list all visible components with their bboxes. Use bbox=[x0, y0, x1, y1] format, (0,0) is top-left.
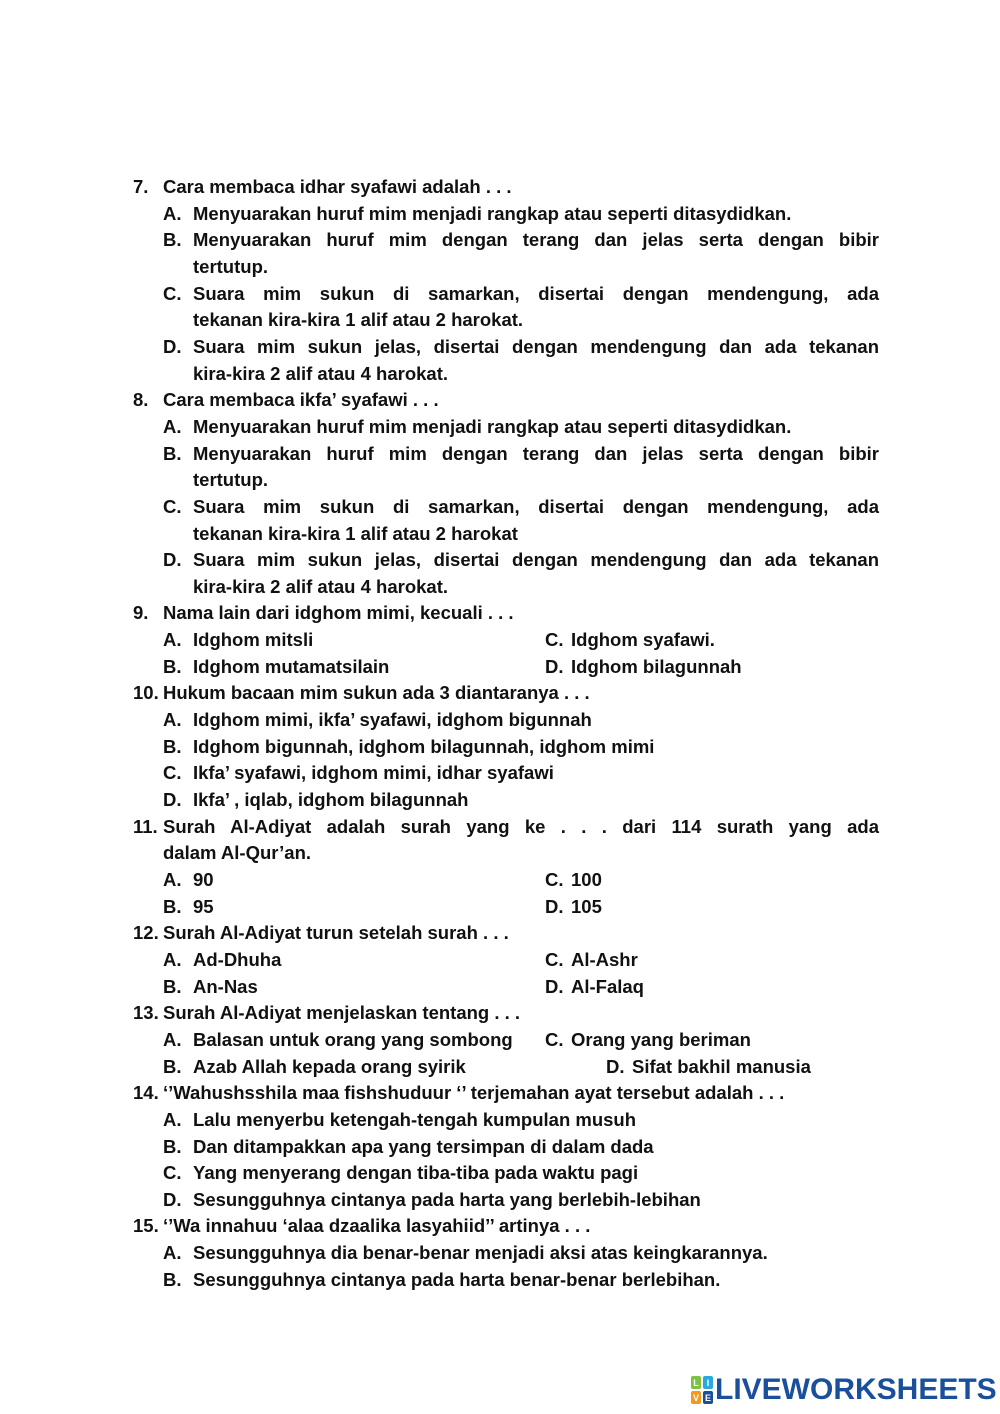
question-number: 13. bbox=[133, 1002, 159, 1023]
option-text: Idghom mitsli bbox=[193, 629, 314, 650]
option-text: Menyuarakan huruf mim dengan terang dan jelas serta dengan bibir bbox=[193, 229, 879, 250]
option-text: Idghom mimi, ikfa’ syafawi, idghom bigunnah bbox=[193, 709, 592, 730]
option-text: kira-kira 2 alif atau 4 harokat. bbox=[193, 363, 449, 384]
option-letter: D. bbox=[163, 789, 182, 810]
option-letter: B. bbox=[163, 896, 182, 917]
option-letter: A. bbox=[163, 629, 182, 650]
option-text: Azab Allah kepada orang syirik bbox=[193, 1056, 466, 1077]
option-letter: B. bbox=[163, 1136, 182, 1157]
question-text: Nama lain dari idghom mimi, kecuali . . . bbox=[163, 602, 514, 623]
question-number: 8. bbox=[133, 389, 149, 410]
option-letter: C. bbox=[163, 496, 182, 517]
option-letter: A. bbox=[163, 1109, 182, 1130]
option-text: An-Nas bbox=[193, 976, 258, 997]
option-letter: D. bbox=[545, 896, 564, 917]
liveworksheets-mark-icon bbox=[691, 1375, 713, 1405]
option-text: Idghom bigunnah, idghom bilagunnah, idghom mimi bbox=[193, 736, 655, 757]
question-text: ‘’Wa innahuu ‘alaa dzaalika lasyahiid’’ artinya . . . bbox=[163, 1215, 591, 1236]
question-number: 15. bbox=[133, 1215, 159, 1236]
option-letter: C. bbox=[163, 283, 182, 304]
option-letter: C. bbox=[545, 869, 564, 890]
option-letter: A. bbox=[163, 1242, 182, 1263]
option-letter: B. bbox=[163, 1269, 182, 1290]
option-letter: C. bbox=[545, 629, 564, 650]
option-text: Suara mim sukun jelas, disertai dengan mendengung dan ada tekanan bbox=[193, 336, 879, 357]
question-text: Cara membaca idhar syafawi adalah . . . bbox=[163, 176, 512, 197]
option-text: Ikfa’ syafawi, idghom mimi, idhar syafawi bbox=[193, 762, 554, 783]
option-letter: A. bbox=[163, 709, 182, 730]
question-text: dalam Al-Qur’an. bbox=[163, 842, 312, 863]
question-number: 11. bbox=[133, 816, 158, 837]
option-text: 90 bbox=[193, 869, 214, 890]
question-text: Hukum bacaan mim sukun ada 3 diantaranya . . . bbox=[163, 682, 590, 703]
option-letter: D. bbox=[163, 549, 182, 570]
option-text: Lalu menyerbu ketengah-tengah kumpulan musuh bbox=[193, 1109, 637, 1130]
option-text: Menyuarakan huruf mim menjadi rangkap atau seperti ditasydidkan. bbox=[193, 416, 792, 437]
option-text: Balasan untuk orang yang sombong bbox=[193, 1029, 513, 1050]
option-letter: A. bbox=[163, 203, 182, 224]
svg-text:L: L bbox=[693, 1378, 699, 1388]
option-letter: A. bbox=[163, 416, 182, 437]
option-letter: B. bbox=[163, 1056, 182, 1077]
option-text: Suara mim sukun di samarkan, disertai dengan mendengung, ada bbox=[193, 496, 879, 517]
option-letter: A. bbox=[163, 869, 182, 890]
option-text: Suara mim sukun di samarkan, disertai dengan mendengung, ada bbox=[193, 283, 879, 304]
option-letter: A. bbox=[163, 1029, 182, 1050]
liveworksheets-wordmark: LIVEWORKSHEETS bbox=[715, 1373, 997, 1406]
option-text: Dan ditampakkan apa yang tersimpan di dalam dada bbox=[193, 1136, 654, 1157]
option-text: Idghom bilagunnah bbox=[571, 656, 742, 677]
option-text: Orang yang beriman bbox=[571, 1029, 751, 1050]
option-text: Menyuarakan huruf mim menjadi rangkap atau seperti ditasydidkan. bbox=[193, 203, 792, 224]
option-letter: B. bbox=[163, 736, 182, 757]
option-text: Sifat bakhil manusia bbox=[632, 1056, 811, 1077]
option-letter: D. bbox=[545, 976, 564, 997]
option-letter: B. bbox=[163, 229, 182, 250]
question-text: Surah Al-Adiyat turun setelah surah . . . bbox=[163, 922, 509, 943]
question-number: 9. bbox=[133, 602, 149, 623]
option-text: kira-kira 2 alif atau 4 harokat. bbox=[193, 576, 449, 597]
option-letter: B. bbox=[163, 656, 182, 677]
option-text: tertutup. bbox=[193, 256, 269, 277]
option-text: Menyuarakan huruf mim dengan terang dan jelas serta dengan bibir bbox=[193, 443, 879, 464]
option-text: Yang menyerang dengan tiba-tiba pada waktu pagi bbox=[193, 1162, 639, 1183]
option-text: Sesungguhnya dia benar-benar menjadi aksi atas keingkarannya. bbox=[193, 1242, 768, 1263]
option-text: Suara mim sukun jelas, disertai dengan mendengung dan ada tekanan bbox=[193, 549, 879, 570]
option-text: Ikfa’ , iqlab, idghom bilagunnah bbox=[193, 789, 469, 810]
option-text: tekanan kira-kira 1 alif atau 2 harokat bbox=[193, 523, 518, 544]
option-letter: D. bbox=[606, 1056, 625, 1077]
option-text: Ad-Dhuha bbox=[193, 949, 282, 970]
option-text: 100 bbox=[571, 869, 602, 890]
option-letter: B. bbox=[163, 443, 182, 464]
option-letter: D. bbox=[163, 1189, 182, 1210]
option-letter: C. bbox=[545, 949, 564, 970]
option-text: Al-Ashr bbox=[571, 949, 638, 970]
option-letter: B. bbox=[163, 976, 182, 997]
option-text: tekanan kira-kira 1 alif atau 2 harokat. bbox=[193, 309, 524, 330]
option-text: tertutup. bbox=[193, 469, 269, 490]
option-letter: D. bbox=[545, 656, 564, 677]
question-number: 7. bbox=[133, 176, 149, 197]
option-letter: C. bbox=[545, 1029, 564, 1050]
question-number: 12. bbox=[133, 922, 159, 943]
svg-text:E: E bbox=[704, 1393, 712, 1403]
option-text: 95 bbox=[193, 896, 214, 917]
question-number: 14. bbox=[133, 1082, 159, 1103]
svg-text:V: V bbox=[692, 1393, 700, 1403]
question-text: Surah Al-Adiyat menjelaskan tentang . . . bbox=[163, 1002, 521, 1023]
option-letter: A. bbox=[163, 949, 182, 970]
question-text: Cara membaca ikfa’ syafawi . . . bbox=[163, 389, 439, 410]
option-text: Sesungguhnya cintanya pada harta benar-benar berlebihan. bbox=[193, 1269, 721, 1290]
question-text: ‘’Wahushsshila maa fishshuduur ‘’ terjemahan ayat tersebut adalah . . . bbox=[163, 1082, 785, 1103]
question-text: Surah Al-Adiyat adalah surah yang ke . . . dari 114 surath yang ada bbox=[163, 816, 879, 837]
option-text: 105 bbox=[571, 896, 602, 917]
question-number: 10. bbox=[133, 682, 159, 703]
option-letter: D. bbox=[163, 336, 182, 357]
option-text: Idghom mutamatsilain bbox=[193, 656, 390, 677]
liveworksheets-logo[interactable] bbox=[691, 1374, 997, 1406]
option-letter: C. bbox=[163, 762, 182, 783]
option-text: Sesungguhnya cintanya pada harta yang berlebih-lebihan bbox=[193, 1189, 701, 1210]
option-text: Al-Falaq bbox=[571, 976, 644, 997]
svg-text:I: I bbox=[706, 1378, 710, 1388]
option-text: Idghom syafawi. bbox=[571, 629, 715, 650]
option-letter: C. bbox=[163, 1162, 182, 1183]
